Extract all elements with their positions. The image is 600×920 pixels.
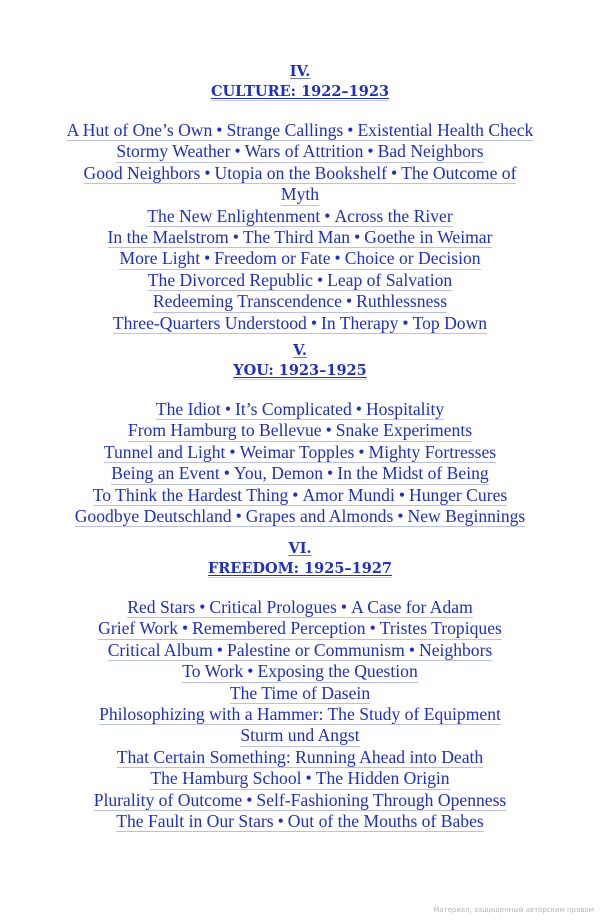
toc-line-text: [98, 619, 502, 639]
toc-entry-link[interactable]: Ruthlessness: [356, 291, 448, 312]
toc-entry-link[interactable]: Sturm und Angst: [240, 725, 360, 746]
bullet-separator: •: [204, 248, 211, 269]
toc-entry-link[interactable]: Amor Mundi: [302, 484, 395, 505]
toc-entry-link[interactable]: To Think the Hardest Thing: [92, 484, 289, 505]
toc-line-text: [67, 121, 534, 141]
toc-line: [0, 747, 600, 768]
bullet-separator: •: [408, 639, 415, 660]
toc-line: [0, 248, 600, 269]
toc-entry-link[interactable]: Wars of Attrition: [244, 141, 364, 162]
toc-line: [0, 661, 600, 682]
toc-line-text: [111, 464, 488, 484]
toc-entries: [0, 399, 600, 527]
toc-entry-link[interactable]: Philosophizing with a Hammer: The Study of Equipment: [99, 704, 501, 725]
toc-entry-link[interactable]: The Hidden Origin: [315, 768, 450, 789]
bullet-separator: •: [182, 618, 189, 639]
bullet-separator: •: [224, 399, 231, 419]
toc-entry-link[interactable]: Three-Quarters Understood: [112, 312, 307, 333]
section-numeral[interactable]: VI.: [288, 540, 312, 557]
bullet-separator: •: [391, 162, 398, 183]
toc-line: [0, 463, 600, 484]
toc-entry-link[interactable]: That Certain Something: Running Ahead into Death: [116, 746, 484, 767]
toc-entry-link[interactable]: Utopia on the Bookshelf: [214, 162, 387, 183]
toc-line-text: [113, 314, 487, 334]
toc-entry-link[interactable]: Plurality of Outcome: [93, 789, 243, 810]
toc-section-vi: [0, 539, 600, 832]
section-numeral[interactable]: IV.: [289, 63, 311, 80]
toc-entry-link[interactable]: Being an Event: [111, 463, 220, 484]
bullet-separator: •: [234, 141, 241, 162]
toc-entry-link[interactable]: In the Midst of Being: [337, 463, 489, 484]
toc-entry-link[interactable]: You, Demon: [233, 463, 324, 484]
toc-entry-link[interactable]: Redeeming Transcendence: [152, 291, 342, 312]
bullet-separator: •: [397, 506, 404, 527]
toc-line-text: [108, 641, 493, 661]
bullet-separator: •: [235, 506, 242, 527]
toc-line-text: [182, 662, 418, 682]
toc-line-text: [116, 812, 484, 832]
bullet-separator: •: [204, 162, 211, 183]
toc-entry-link[interactable]: Grief Work: [98, 618, 178, 639]
bullet-separator: •: [354, 227, 361, 248]
toc-line-text: [108, 228, 493, 248]
toc-line-text: [281, 185, 319, 205]
toc-line: [0, 725, 600, 746]
toc-entry-link[interactable]: Tristes Tropiques: [379, 618, 502, 639]
bullet-separator: •: [216, 120, 223, 140]
toc-line: [0, 485, 600, 506]
toc-line: [0, 141, 600, 162]
toc-entry-link[interactable]: Strange Callings: [226, 120, 344, 140]
toc-line-text: [230, 684, 370, 704]
toc-line: [0, 506, 600, 527]
toc-line: [0, 790, 600, 811]
bullet-separator: •: [358, 441, 365, 462]
toc-entry-link[interactable]: To Work: [182, 661, 244, 682]
bullet-separator: •: [229, 441, 236, 462]
toc-entry-link[interactable]: Leap of Salvation: [327, 269, 453, 290]
bullet-separator: •: [367, 141, 374, 162]
toc-line-text: [147, 207, 452, 227]
toc-line-text: [94, 791, 507, 811]
toc-line-text: [117, 748, 483, 768]
toc-line-text: [99, 705, 501, 725]
toc-line: [0, 704, 600, 725]
bullet-separator: •: [355, 399, 362, 419]
toc-entry-link[interactable]: The Hamburg School: [150, 768, 302, 789]
toc-line: [0, 291, 600, 312]
toc-entry-link[interactable]: Hunger Cures: [409, 484, 508, 505]
bullet-separator: •: [316, 269, 324, 290]
bullet-separator: •: [324, 205, 331, 226]
toc-line-text: [127, 598, 473, 618]
toc-entry-link[interactable]: The Fault in Our Stars: [116, 811, 274, 832]
toc-line: [0, 270, 600, 291]
bullet-separator: •: [340, 597, 348, 617]
toc-entry-link[interactable]: Self-Fashioning Through Openness: [256, 789, 507, 810]
bullet-separator: •: [247, 661, 254, 682]
toc-entry-link[interactable]: Neighbors: [419, 639, 493, 660]
toc-entry-link[interactable]: A Hut of One’s Own: [66, 120, 213, 140]
toc-entry-link[interactable]: Hospitality: [365, 399, 445, 419]
bullet-separator: •: [199, 597, 206, 617]
toc-section-v: [0, 341, 600, 527]
toc-line-text: [148, 271, 452, 291]
toc-entry-link[interactable]: The Outcome of: [401, 162, 517, 183]
toc-entry-link[interactable]: The Time of Dasein: [229, 682, 371, 703]
toc-entry-link[interactable]: Top Down: [412, 312, 488, 333]
toc-line: [0, 227, 600, 248]
bullet-separator: •: [223, 463, 230, 484]
toc-line: [0, 768, 600, 789]
toc-entry-link[interactable]: Grapes and Almonds: [245, 506, 394, 527]
toc-entry-link[interactable]: Choice or Decision: [344, 248, 481, 269]
toc-line-text: [93, 486, 507, 506]
bullet-separator: •: [246, 789, 253, 810]
bullet-separator: •: [277, 811, 284, 832]
toc-entry-link[interactable]: A Case for Adam: [351, 597, 473, 617]
toc-line: [0, 399, 600, 420]
toc-entry-link[interactable]: Palestine or Communism: [226, 639, 405, 660]
toc-entry-link[interactable]: Goodbye Deutschland: [74, 506, 232, 527]
bullet-separator: •: [292, 484, 299, 505]
section-numeral[interactable]: V.: [293, 342, 307, 359]
toc-line-text: [116, 142, 483, 162]
toc-line: [0, 163, 600, 184]
toc-line-text: [84, 164, 517, 184]
bullet-separator: •: [216, 639, 223, 660]
toc-entry-link[interactable]: Snake Experiments: [335, 420, 473, 441]
toc-entry-link[interactable]: Weimar Topples: [239, 441, 355, 462]
toc-entry-link[interactable]: The Third Man: [242, 227, 351, 248]
toc-entry-link[interactable]: Red Stars: [127, 597, 196, 617]
section-title[interactable]: FREEDOM: 1925–1927: [207, 560, 393, 577]
toc-entry-link[interactable]: Mighty Fortresses: [368, 441, 497, 462]
toc-line-text: [104, 443, 496, 463]
toc-entries: [0, 597, 600, 832]
toc-section-iv: [0, 62, 600, 334]
bullet-separator: •: [325, 420, 332, 441]
bullet-separator: •: [402, 312, 409, 333]
toc-line-text: [153, 292, 447, 312]
toc-line-text: [119, 249, 480, 269]
toc-entry-link[interactable]: Remembered Perception: [192, 618, 366, 639]
toc-line: [0, 313, 600, 334]
toc-entry-link[interactable]: In Therapy: [321, 312, 399, 333]
toc-line: [0, 120, 600, 141]
toc-line-text: [75, 507, 526, 527]
toc-entry-link[interactable]: Goethe in Weimar: [364, 227, 493, 248]
toc-line: [0, 442, 600, 463]
toc-entry-link[interactable]: Good Neighbors: [83, 162, 201, 183]
toc-entry-link[interactable]: Critical Prologues: [209, 597, 337, 617]
bullet-separator: •: [232, 227, 239, 248]
toc-line: [0, 184, 600, 205]
bullet-separator: •: [398, 484, 406, 505]
toc-line: [0, 640, 600, 661]
toc-line: [0, 420, 600, 441]
toc-line: [0, 597, 600, 618]
toc-entry-link[interactable]: In the Maelstrom: [107, 227, 229, 248]
toc-entry-link[interactable]: Tunnel and Light: [103, 441, 226, 462]
toc-entry-link[interactable]: From Hamburg to Bellevue: [127, 420, 322, 441]
toc-line-text: [150, 769, 449, 789]
toc-line: [0, 618, 600, 639]
toc-entry-link[interactable]: New Beginnings: [407, 506, 526, 527]
toc-entry-link[interactable]: The Divorced Republic: [147, 269, 313, 290]
toc-entry-link[interactable]: Stormy Weather: [116, 141, 231, 162]
toc-line: [0, 811, 600, 832]
toc-line: [0, 683, 600, 704]
toc-entry-link[interactable]: Out of the Mouths of Babes: [287, 811, 484, 832]
toc-entry-link[interactable]: The Idiot: [155, 399, 221, 419]
bullet-separator: •: [327, 463, 334, 484]
toc-entry-link[interactable]: Bad Neighbors: [377, 141, 484, 162]
toc-entry-link[interactable]: Across the River: [334, 205, 453, 226]
toc-entry-link[interactable]: Freedom or Fate: [214, 248, 331, 269]
bullet-separator: •: [369, 618, 376, 639]
toc-entry-link[interactable]: The New Enlightenment: [147, 205, 321, 226]
bullet-separator: •: [346, 291, 353, 312]
toc-entries: [0, 120, 600, 334]
toc-entry-link[interactable]: Existential Health Check: [357, 120, 534, 140]
toc-line-text: [156, 400, 444, 420]
toc-entry-link[interactable]: More Light: [119, 248, 201, 269]
toc-line-text: [128, 421, 472, 441]
toc-entry-link[interactable]: Myth: [280, 184, 320, 205]
toc-entry-link[interactable]: Exposing the Question: [257, 661, 418, 682]
section-title[interactable]: YOU: 1923–1925: [233, 362, 367, 379]
bullet-separator: •: [305, 768, 312, 789]
toc-line-text: [240, 726, 359, 746]
bullet-separator: •: [334, 248, 341, 269]
bullet-separator: •: [310, 312, 318, 333]
toc-entry-link[interactable]: Critical Album: [107, 639, 213, 660]
toc-entry-link[interactable]: It’s Complicated: [234, 399, 352, 419]
bullet-separator: •: [347, 120, 354, 140]
toc-line: [0, 206, 600, 227]
copyright-watermark: Материал, защищенный авторским правом: [433, 906, 594, 914]
section-title[interactable]: CULTURE: 1922–1923: [210, 83, 390, 100]
